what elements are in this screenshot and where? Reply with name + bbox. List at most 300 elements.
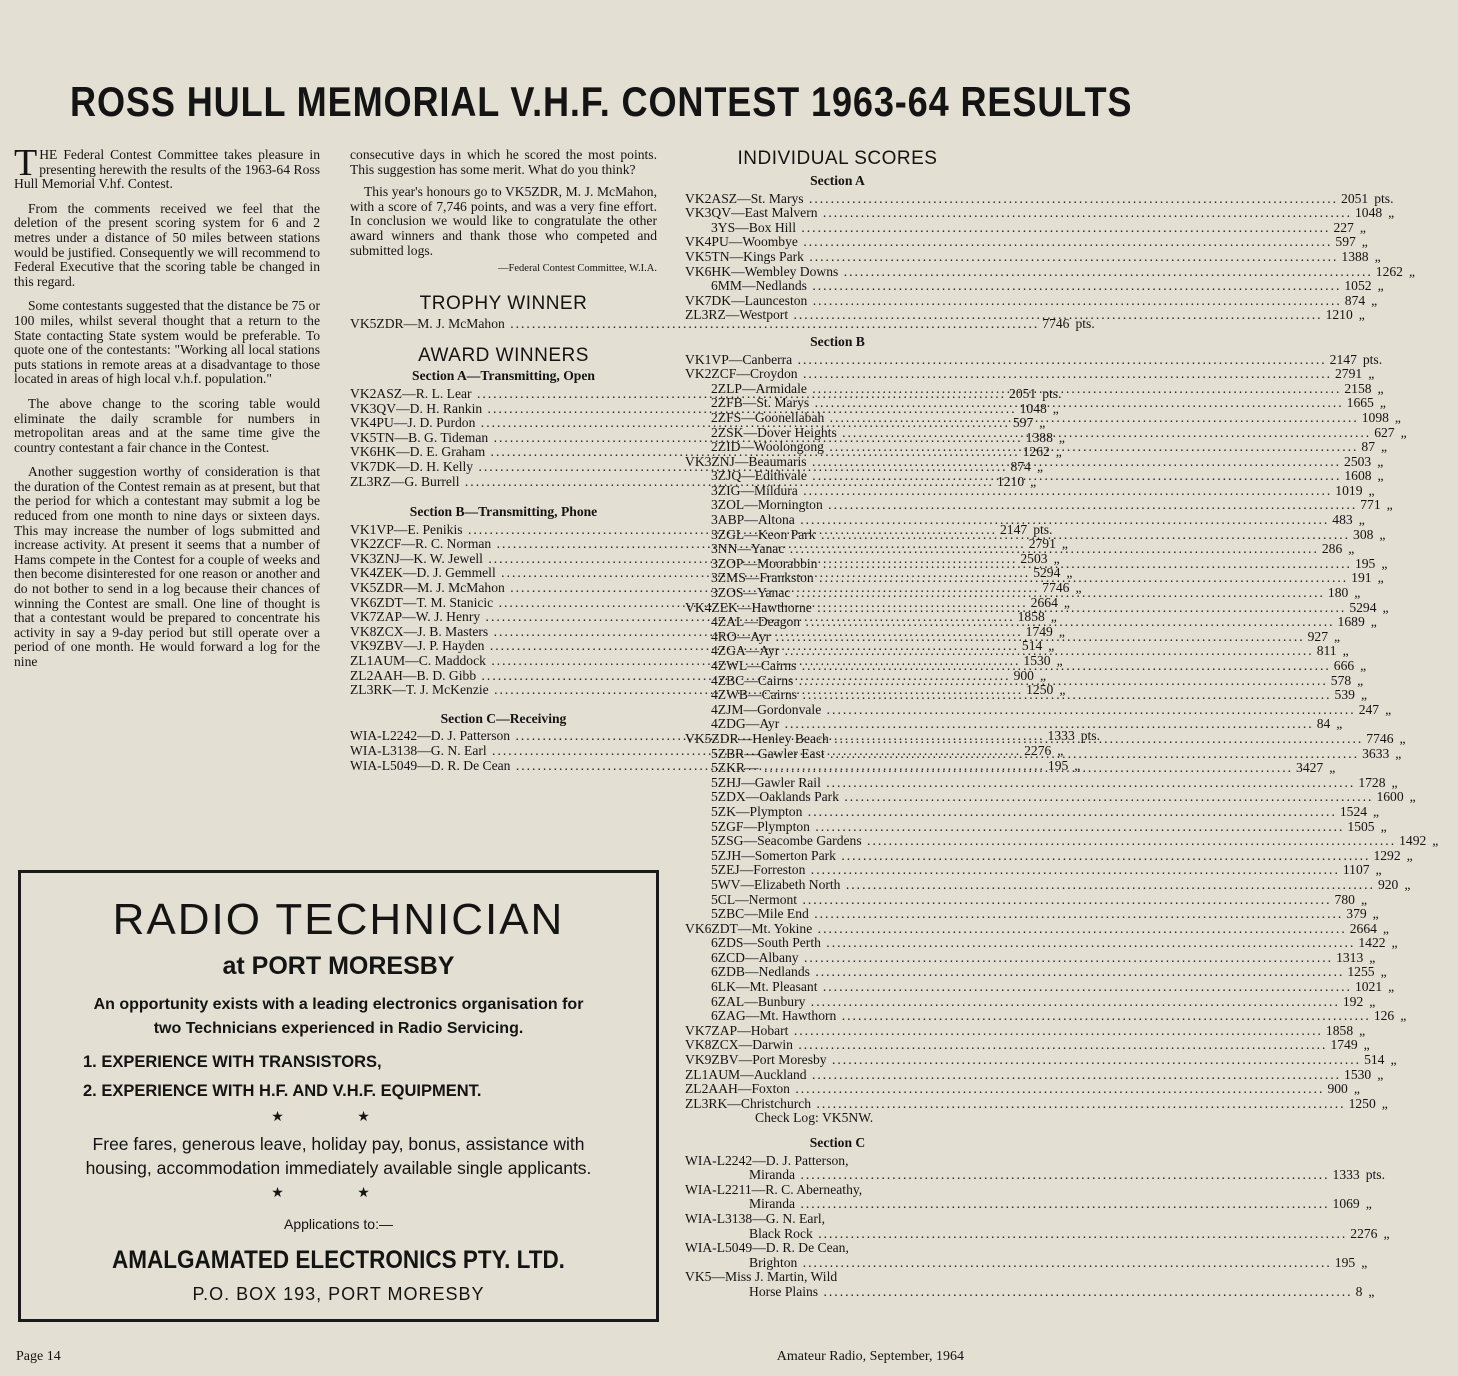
- score-value: 1505: [1347, 818, 1375, 834]
- score-row: [685, 964, 1387, 980]
- station-name: 5ZEJ—Forreston .....: [685, 863, 1340, 878]
- score-row: [685, 949, 1376, 966]
- score-unit: pts.: [1033, 521, 1053, 537]
- individual-section-b-title: Section B: [810, 333, 865, 349]
- score-value: 539: [1334, 687, 1355, 703]
- station-name: VK7ZAP—W. J. Henry .....: [350, 610, 1015, 625]
- score-value: 1492: [1399, 833, 1427, 849]
- station-name: 6ZDS—South Perth .....: [685, 936, 1355, 951]
- score-value: 87: [1361, 439, 1375, 455]
- score-unit: „: [1353, 1081, 1360, 1097]
- station-name: VK6ZDT—Mt. Yokine .....: [685, 922, 1347, 937]
- score-value: 2276: [1024, 743, 1052, 758]
- ad-title: RADIO TECHNICIAN: [112, 895, 565, 944]
- score-value: 666: [1333, 658, 1355, 673]
- station-name: 5ZSG—Seacombe Gardens .....: [685, 834, 1396, 849]
- score-unit: „: [1377, 278, 1384, 294]
- score-unit: „: [1371, 292, 1378, 308]
- score-value: 1292: [1373, 847, 1401, 863]
- score-value: 1107: [1342, 862, 1370, 878]
- score-row: [685, 891, 1367, 908]
- score-row: [685, 906, 1379, 922]
- ad-requirement-2: 2. EXPERIENCE WITH H.F. AND V.H.F. EQUIPMENT.: [83, 1082, 482, 1100]
- score-value: 2158: [1344, 380, 1372, 396]
- station-name: 4ZGA—Ayr .....: [685, 644, 1314, 659]
- score-value: 192: [1342, 993, 1364, 1009]
- ad-company-name: AMALGAMATED ELECTRONICS PTY. LTD.: [112, 1246, 565, 1274]
- score-row: [685, 716, 1343, 732]
- station-name: 5ZHJ—Gawler Rail .....: [685, 776, 1355, 791]
- score-value: 1098: [1361, 409, 1389, 425]
- score-unit: „: [1358, 512, 1365, 528]
- score-unit: „: [1381, 1095, 1388, 1111]
- score-row: [685, 263, 1416, 280]
- station-name: WIA-L3138—G. N. Earl .....: [350, 744, 1021, 759]
- score-unit: „: [1329, 760, 1336, 776]
- score-row: [685, 351, 1383, 368]
- station-name: 3ZOS—Yanac .....: [685, 586, 1325, 601]
- station-name: 3ZMS—Frankston .....: [685, 571, 1348, 586]
- article-paragraph: This year's honours go to VK5ZDR, M. J. McMahon, with a score of 7,746 points, and was a very fine effort. In conclusion we would like to congratulate the other award winners and thank those who competed and submitted logs.: [350, 184, 657, 258]
- score-row-name-line: WIA-L2211—R. C. Aberneathy,: [685, 1181, 863, 1197]
- trophy-winner-row: VK5ZDR—M. J. McMahon ..... 7746 pts.: [350, 317, 657, 332]
- score-unit: „: [1039, 415, 1046, 431]
- score-unit: „: [1381, 555, 1388, 571]
- score-value: 1069: [1332, 1196, 1360, 1212]
- score-unit: „: [1057, 743, 1064, 758]
- station-name: VK7DK—D. H. Kelly .....: [350, 460, 1008, 475]
- individual-section-c-title: Section C: [809, 1135, 866, 1150]
- station-name: 2ZSK—Dover Heights .....: [685, 426, 1371, 441]
- score-row: [685, 935, 1398, 951]
- station-name: ZL1AUM—C. Maddock .....: [350, 654, 1020, 669]
- score-unit: „: [1379, 526, 1386, 542]
- score-value: 514: [1364, 1052, 1385, 1068]
- score-unit: pts.: [1042, 385, 1062, 401]
- page-headline: ROSS HULL MEMORIAL V.H.F. CONTEST 1963-64 RESULTS: [70, 78, 1133, 125]
- score-value: 286: [1321, 541, 1343, 557]
- score-row: [685, 1254, 1368, 1271]
- score-row-name-line: VK5—Miss J. Martin, Wild: [685, 1269, 838, 1285]
- score-unit: „: [1399, 730, 1406, 746]
- score-value: 900: [1013, 667, 1034, 683]
- score-value: 483: [1332, 512, 1353, 528]
- score-value: 780: [1334, 891, 1355, 907]
- score-value: 2503: [1020, 550, 1048, 566]
- score-value: 1255: [1347, 964, 1375, 980]
- score-value: 1313: [1336, 949, 1364, 965]
- score-value: 2791: [1028, 536, 1056, 552]
- station-name: 5ZGF—Plympton .....: [685, 820, 1344, 835]
- score-value: 2664: [1349, 920, 1377, 936]
- score-row: [685, 876, 1411, 893]
- score-unit: „: [1400, 1008, 1407, 1024]
- score-row: [685, 205, 1395, 221]
- station-name: VK4ZEK—D. J. Gemmell .....: [350, 566, 1030, 581]
- score-value: 191: [1351, 570, 1372, 586]
- score-value: 2051: [1009, 385, 1037, 401]
- score-row: [685, 774, 1398, 791]
- score-row: [685, 248, 1381, 265]
- score-row: [685, 482, 1375, 499]
- station-name: VK3QV—D. H. Rankin .....: [350, 402, 1017, 417]
- score-value: 1689: [1337, 614, 1365, 630]
- score-value: 7746: [1042, 580, 1070, 596]
- score-value: 1052: [1344, 278, 1372, 294]
- score-value: 1333: [1332, 1167, 1360, 1183]
- station-name: 4ZWL—Cairns .....: [685, 659, 1331, 674]
- awards-section-b-title: Section B—Transmitting, Phone: [409, 504, 598, 520]
- article-paragraph: Another suggestion worthy of consideration is that the duration of the Contest remain as at present, but that the period for which a contestant may submit a log be reduced from one month to nine days or sixteen days. This may increase the number of logs submitted and increase activity. At present it seems that a number of Hams compete in the Contest for a couple of weeks and then become disinterested for one reason or another and do not bother to send in a log because their chances of winning the Contest are small. One line of thought is that a contestant would be prepared to concentrate his activity in say a 9-day period but still operate over a period of one month. He would forward a log for the nine: [14, 464, 320, 669]
- score-unit: „: [1039, 667, 1047, 683]
- ad-benefits-line-2: housing, accommodation immediately available single applicants.: [85, 1158, 592, 1178]
- score-unit: pts.: [1080, 728, 1100, 744]
- station-name: 5ZDX—Oaklands Park .....: [685, 790, 1373, 805]
- score-unit: „: [1056, 653, 1063, 669]
- score-value: 1858: [1325, 1022, 1354, 1038]
- score-unit: „: [1380, 964, 1387, 980]
- station-name: 4RO—Ayr .....: [685, 630, 1305, 645]
- station-name: VK4PU—J. D. Purdon .....: [350, 416, 1010, 431]
- individual-section-a-list: [685, 190, 1416, 323]
- score-row: [685, 190, 1394, 207]
- station-name: VK5TN—B. G. Tideman .....: [350, 431, 1023, 446]
- individual-section-c-list: [685, 1152, 1390, 1300]
- score-row: [685, 219, 1366, 236]
- station-name: ZL3RK—Christchurch .....: [685, 1097, 1346, 1112]
- score-unit: „: [1368, 366, 1375, 382]
- score-value: 195: [1334, 1254, 1356, 1270]
- station-name: 2ZID—Woolongong .....: [685, 440, 1358, 455]
- score-value: 1021: [1354, 979, 1383, 995]
- score-value: 578: [1330, 672, 1352, 688]
- score-unit: „: [1361, 234, 1368, 250]
- station-name: ZL1AUM—Auckland .....: [685, 1068, 1341, 1083]
- ad-requirement-1: 1. EXPERIENCE WITH TRANSISTORS,: [83, 1053, 382, 1071]
- station-name: 4ZDG—Ayr .....: [685, 717, 1314, 732]
- score-row-name-line: WIA-L5049—D. R. De Cean,: [685, 1240, 849, 1256]
- article-paragraph: The above change to the scoring table would eliminate the daily scramble for numbers in metropolitan areas and at the same time give the country contestant a fair chance in the Contest.: [14, 395, 320, 455]
- score-value: 927: [1307, 628, 1329, 644]
- score-value: 247: [1358, 701, 1380, 717]
- station-name: 3ZOL—Mornington .....: [685, 498, 1357, 513]
- score-row: [685, 1066, 1384, 1083]
- score-row: [685, 1008, 1407, 1024]
- article-paragraph: THE Federal Contest Committee takes pleasure in presenting herewith the results of the 1963-64 Ross Hull Memorial V.hf. Contest.: [14, 142, 320, 192]
- score-value: 8: [1355, 1283, 1363, 1299]
- score-row: [685, 1052, 1397, 1068]
- score-unit: „: [1379, 395, 1386, 411]
- score-value: 1048: [1354, 205, 1383, 221]
- score-row: [685, 1095, 1388, 1112]
- score-row: [685, 278, 1384, 294]
- individual-scores-heading: INDIVIDUAL SCORES: [737, 148, 938, 169]
- station-name: 5ZJH—Somerton Park .....: [685, 849, 1370, 864]
- score-unit: „: [1058, 429, 1065, 445]
- score-unit: „: [1380, 439, 1388, 455]
- score-unit: „: [1360, 687, 1367, 703]
- score-unit: „: [1359, 1022, 1366, 1038]
- publication-info: Amateur Radio, September, 1964: [776, 1349, 964, 1364]
- score-value: 920: [1377, 876, 1399, 892]
- score-unit: „: [1386, 497, 1393, 513]
- score-unit: „: [1074, 757, 1081, 773]
- score-unit: pts.: [1374, 190, 1394, 206]
- score-unit: „: [1388, 979, 1395, 995]
- score-value: 1749: [1330, 1037, 1358, 1053]
- score-value: 195: [1047, 757, 1069, 773]
- score-value: 1530: [1344, 1066, 1372, 1082]
- score-unit: „: [1053, 550, 1060, 566]
- score-value: 5294: [1033, 565, 1061, 581]
- score-row: [685, 789, 1416, 805]
- station-name: VK3ZNJ—K. W. Jewell .....: [350, 552, 1017, 567]
- station-name: 3ZOP—Moorabbin .....: [685, 557, 1352, 572]
- score-value: 1388: [1025, 429, 1053, 445]
- drop-cap: T: [14, 142, 38, 184]
- score-row: [685, 979, 1395, 995]
- ad-benefits-line-1: Free fares, generous leave, holiday pay, bonus, assistance with: [92, 1134, 585, 1154]
- score-unit: „: [1036, 458, 1043, 474]
- score-unit: „: [1361, 1254, 1368, 1270]
- score-value: 900: [1327, 1081, 1348, 1097]
- score-unit: „: [1052, 400, 1059, 416]
- station-name: 3YS—Box Hill .....: [685, 221, 1330, 236]
- score-value: 1388: [1341, 248, 1369, 264]
- score-value: 2276: [1350, 1225, 1378, 1241]
- score-unit: „: [1368, 482, 1375, 498]
- score-row: [685, 1022, 1366, 1039]
- score-unit: „: [1365, 1196, 1372, 1212]
- score-unit: „: [1055, 444, 1062, 460]
- score-unit: „: [1050, 609, 1057, 625]
- score-value: 1422: [1358, 935, 1386, 951]
- station-name: 5ZBC—Mile End .....: [685, 907, 1343, 922]
- station-name: 4ZWB—Cairns .....: [685, 688, 1332, 703]
- article-column-1: [14, 142, 320, 680]
- article-paragraph: consecutive days in which he scored the most points. This suggestion has some merit. What do you think?: [350, 147, 657, 177]
- score-value: 227: [1333, 219, 1354, 235]
- awards-section-a-title: Section A—Transmitting, Open: [412, 368, 595, 384]
- score-unit: „: [1061, 536, 1068, 552]
- score-row: [685, 292, 1378, 309]
- article-paragraph: Some contestants suggested that the distance be 75 or 100 miles, whilst several thought that a return to the State contacting State system would be preferable. To quote one of the contestants: "Working all local stations puts stations in remote areas at a disadvantage to those located in areas of high local v.h.f. population.": [14, 298, 320, 387]
- station-name: 5ZKR— .....: [685, 761, 1293, 776]
- score-value: 627: [1374, 424, 1395, 440]
- score-value: 2503: [1344, 453, 1372, 469]
- score-unit: „: [1369, 949, 1376, 965]
- score-unit: „: [1383, 1225, 1390, 1241]
- ad-address: P.O. BOX 193, PORT MORESBY: [192, 1284, 485, 1304]
- station-name: Black Rock .....: [685, 1227, 1347, 1242]
- ad-intro-line-2: two Technicians experienced in Radio Servicing.: [153, 1020, 524, 1037]
- score-value: 1728: [1358, 774, 1386, 790]
- score-value: 1608: [1344, 468, 1372, 484]
- score-unit: „: [1063, 594, 1070, 610]
- score-row: [685, 1167, 1385, 1183]
- score-row: [685, 512, 1365, 528]
- job-advertisement: [18, 870, 659, 1322]
- score-unit: „: [1408, 263, 1416, 279]
- station-name: 5WV—Elizabeth North .....: [685, 878, 1375, 893]
- station-name: Miranda .....: [685, 1197, 1330, 1212]
- station-name: 6ZAG—Mt. Hawthorn .....: [685, 1009, 1371, 1024]
- score-unit: „: [1360, 658, 1367, 673]
- page-number: Page 14: [16, 1349, 61, 1364]
- score-value: 2051: [1341, 190, 1369, 206]
- score-unit: „: [1368, 1283, 1375, 1299]
- score-unit: „: [1066, 565, 1073, 581]
- score-value: 597: [1335, 234, 1356, 250]
- station-name: WIA-L5049—D. R. De Cean .....: [350, 759, 1045, 774]
- trophy-heading: TROPHY WINNER: [419, 292, 588, 314]
- score-unit: „: [1382, 920, 1389, 936]
- station-name: 3ZIG—Mildura .....: [685, 484, 1332, 499]
- station-name: 4ZJM—Gordonvale .....: [685, 703, 1356, 718]
- station-name: VK1VP—E. Penikis .....: [350, 523, 997, 538]
- score-value: 1250: [1348, 1095, 1376, 1111]
- score-row: [685, 803, 1380, 820]
- score-row: [685, 818, 1387, 835]
- score-unit: „: [1394, 409, 1401, 425]
- score-unit: „: [1391, 935, 1398, 951]
- score-unit: „: [1048, 638, 1055, 654]
- score-value: 379: [1346, 906, 1367, 922]
- station-name: VK6HK—D. E. Graham .....: [350, 445, 1020, 460]
- station-name: VK3QV—East Malvern .....: [685, 206, 1352, 221]
- score-unit: pts.: [1362, 351, 1383, 367]
- station-name: VK6HK—Wembley Downs .....: [685, 265, 1373, 280]
- station-name: VK3ZNJ—Beaumaris .....: [685, 455, 1341, 470]
- score-unit: „: [1382, 599, 1389, 615]
- ad-intro-line-1: An opportunity exists with a leading electronics organisation for: [93, 996, 584, 1013]
- station-name: VK7ZAP—Hobart .....: [685, 1024, 1323, 1039]
- station-name: ZL3RK—T. J. McKenzie .....: [350, 683, 1023, 698]
- station-name: ZL2AAH—Foxton .....: [685, 1082, 1324, 1097]
- station-name: VK8ZCX—J. B. Masters .....: [350, 625, 1023, 640]
- station-name: 6ZDB—Nedlands .....: [685, 965, 1344, 980]
- station-name: 6MM—Nedlands .....: [685, 279, 1341, 294]
- score-unit: „: [1354, 585, 1361, 601]
- score-unit: „: [1358, 307, 1365, 323]
- score-unit: „: [1377, 380, 1384, 396]
- score-value: 597: [1012, 415, 1034, 431]
- check-log-note: Check Log: VK5NW.: [755, 1110, 874, 1126]
- score-unit: „: [1058, 623, 1065, 639]
- score-row-name-line: WIA-L2242—D. J. Patterson,: [685, 1152, 849, 1168]
- score-value: 126: [1373, 1008, 1395, 1024]
- score-row: [685, 1081, 1360, 1097]
- station-name: 5ZBR—Gawler East .....: [685, 747, 1359, 762]
- score-unit: „: [1385, 701, 1392, 717]
- score-value: 3427: [1296, 760, 1324, 776]
- score-unit: „: [1377, 453, 1384, 469]
- ad-subtitle: at PORT MORESBY: [222, 952, 455, 980]
- station-name: 3ZGL—Keon Park .....: [685, 528, 1350, 543]
- station-name: 3ZJQ—Edithvale .....: [685, 469, 1341, 484]
- station-name: 3NN—Yanac .....: [685, 542, 1319, 557]
- score-value: 1262: [1022, 444, 1050, 460]
- station-name: VK2ASZ—R. L. Lear .....: [350, 387, 1006, 402]
- score-unit: „: [1395, 745, 1402, 761]
- score-unit: „: [1334, 628, 1341, 644]
- score-value: 1250: [1026, 682, 1054, 698]
- score-unit: „: [1377, 468, 1384, 484]
- station-name: ZL3RZ—G. Burrell .....: [350, 475, 994, 490]
- score-row: [685, 920, 1389, 937]
- station-name: VK6ZDT—T. M. Stanicic .....: [350, 596, 1028, 611]
- article-paragraph: From the comments received we feel that the deletion of the present scoring system for 6 and 2 metres under a distance of 50 miles between stations would be justified. Consequently we will recommend to Federal Executive that the scoring table be changed in this regard.: [14, 200, 320, 289]
- score-row: [685, 1225, 1390, 1242]
- station-name: VK2ASZ—St. Marys .....: [685, 192, 1338, 207]
- score-unit: „: [1348, 541, 1355, 557]
- score-unit: „: [1075, 580, 1082, 596]
- score-value: 514: [1021, 638, 1043, 654]
- individual-section-a-title: Section A: [810, 173, 865, 188]
- station-name: VK8ZCX—Darwin .....: [685, 1038, 1327, 1053]
- score-value: 2147: [1329, 351, 1357, 367]
- score-unit: „: [1373, 803, 1380, 819]
- station-name: VK7DK—Launceston .....: [685, 294, 1342, 309]
- score-unit: „: [1342, 643, 1349, 659]
- score-value: 1262: [1375, 263, 1403, 279]
- score-unit: „: [1369, 993, 1376, 1009]
- score-unit: „: [1409, 789, 1416, 805]
- awards-heading: AWARD WINNERS: [418, 345, 589, 367]
- score-value: 1210: [1325, 307, 1353, 323]
- station-name: VK2ZCF—R. C. Norman .....: [350, 537, 1026, 552]
- score-value: 1524: [1339, 803, 1368, 819]
- station-name: 2ZLP—Armidale .....: [685, 382, 1341, 397]
- score-unit: „: [1388, 205, 1395, 221]
- score-row: [685, 993, 1376, 1010]
- station-name: 4ZAL—Deagon .....: [685, 615, 1335, 630]
- score-unit: „: [1404, 876, 1411, 892]
- score-value: 3633: [1362, 745, 1390, 761]
- score-value: 1048: [1019, 400, 1047, 416]
- score-value: 1749: [1025, 623, 1053, 639]
- station-name: VK9ZBV—J. P. Hayden .....: [350, 639, 1019, 654]
- station-name: 5CL—Nermont .....: [685, 893, 1332, 908]
- station-name: Horse Plains .....: [685, 1285, 1353, 1300]
- score-row: [685, 307, 1365, 323]
- station-name: 2ZFS—Goonellabah .....: [685, 411, 1359, 426]
- score-row: [685, 366, 1375, 382]
- score-value: 2791: [1335, 366, 1363, 382]
- score-unit: „: [1359, 219, 1366, 235]
- station-name: VK5ZDR—M. J. McMahon .....: [350, 581, 1039, 596]
- score-unit: „: [1406, 847, 1413, 863]
- score-value: 308: [1353, 526, 1374, 542]
- station-name: VK9ZBV—Port Moresby .....: [685, 1053, 1361, 1068]
- score-row: [685, 833, 1439, 849]
- score-unit: „: [1400, 424, 1407, 440]
- score-row-name-line: WIA-L3138—G. N. Earl,: [685, 1210, 826, 1226]
- station-name: VK5TN—Kings Park .....: [685, 250, 1338, 265]
- station-name: 3ABP—Altona .....: [685, 513, 1329, 528]
- score-unit: „: [1336, 716, 1343, 732]
- score-row: [685, 497, 1393, 513]
- station-name: 2ZFB—St. Marys .....: [685, 396, 1344, 411]
- score-value: 180: [1327, 585, 1349, 601]
- score-unit: pts.: [1365, 1167, 1385, 1183]
- score-value: 7746: [1366, 730, 1394, 746]
- score-value: 1210: [996, 473, 1025, 489]
- station-name: VK4PU—Woombye .....: [685, 235, 1332, 250]
- score-value: 1019: [1335, 482, 1363, 498]
- score-value: 1858: [1017, 609, 1045, 625]
- station-name: ZL2AAH—B. D. Gibb .....: [350, 669, 1011, 684]
